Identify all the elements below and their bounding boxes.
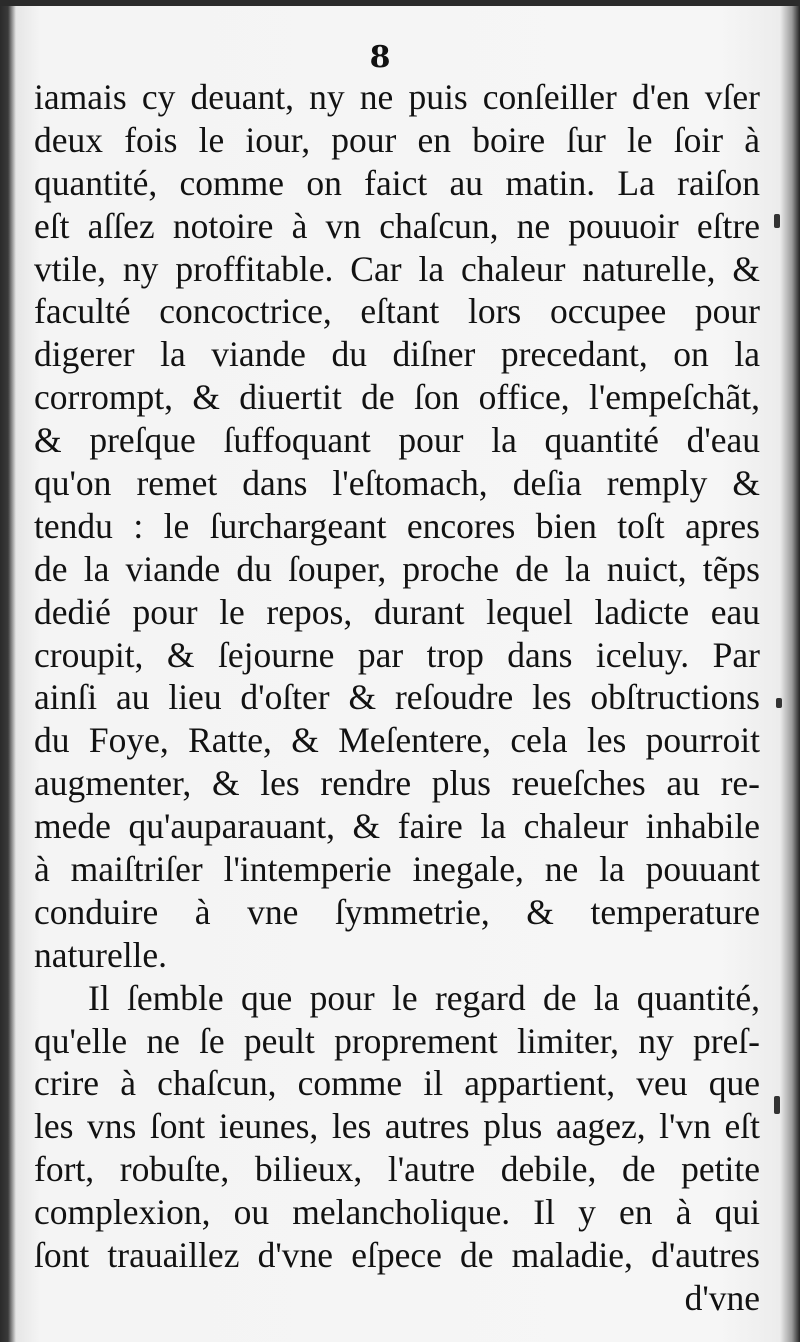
text-line: de la viande du ſouper, proche de la nuict, tẽps — [34, 548, 760, 589]
text-line: faculté concoctrice, eſtant lors occupee pour — [34, 291, 760, 332]
text-line: naturelle. — [34, 934, 168, 975]
text-line: ſont trauaillez d'vne eſpece de maladie, d'autres — [34, 1235, 760, 1276]
text-line: crire à chaſcun, comme il appartient, veu que — [34, 1063, 760, 1104]
text-line: iamais cy deuant, ny ne puis conſeiller d'en vſer — [34, 77, 760, 117]
text-line: à maiſtriſer l'intemperie inegale, ne la pouuant — [34, 849, 760, 890]
margin-speck — [774, 214, 780, 228]
text-line: fort, robuſte, bilieux, l'autre debile, de petite — [34, 1149, 760, 1190]
margin-speck — [774, 1096, 780, 1114]
margin-speck — [776, 698, 782, 708]
text-line: qu'elle ne ſe peult proprement limiter, ny preſ- — [34, 1020, 760, 1061]
text-line: augmenter, & les rendre plus reueſches au re- — [34, 763, 760, 804]
text-line: corrompt, & diuertit de ſon office, l'empeſchãt, — [34, 377, 760, 418]
text-line: digerer la viande du diſner precedant, on la — [34, 334, 760, 375]
text-line: vtile, ny proffitable. Car la chaleur naturelle, & — [34, 248, 760, 289]
text-line: conduire à vne ſymmetrie, & temperature — [34, 891, 760, 932]
catchword: d'vne — [684, 1277, 760, 1318]
text-line: eſt aſſez notoire à vn chaſcun, ne pouuoir eſtre — [34, 205, 760, 246]
text-line: du Foye, Ratte, & Meſentere, cela les pourroit — [34, 720, 760, 761]
text-line: croupit, & ſejourne par trop dans iceluy. Par — [34, 634, 760, 675]
text-line: complexion, ou melancholique. Il y en à qui — [34, 1192, 760, 1233]
body-text — [34, 76, 760, 1320]
text-line: tendu : le ſurchargeant encores bien toſt apres — [34, 505, 760, 546]
text-line: les vns ſont ieunes, les autres plus aagez, l'vn eſt — [34, 1106, 760, 1147]
text-line: ainſi au lieu d'oſter & reſoudre les obſtructions — [34, 677, 760, 718]
text-line: dedié pour le repos, durant lequel ladicte eau — [34, 591, 760, 632]
paragraph-first-line: Il ſemble que pour le regard de la quantité, — [88, 977, 760, 1018]
text-line: deux fois le iour, pour en boire ſur le ſoir à — [34, 119, 760, 160]
page-number: 8 — [369, 40, 391, 75]
text-line: quantité, comme on faict au matin. La raiſon — [34, 162, 760, 203]
text-line: mede qu'auparauant, & faire la chaleur inhabile — [34, 806, 760, 847]
text-line: & preſque ſuffoquant pour la quantité d'eau — [34, 420, 760, 461]
text-line: qu'on remet dans l'eſtomach, deſia remply & — [34, 463, 760, 504]
